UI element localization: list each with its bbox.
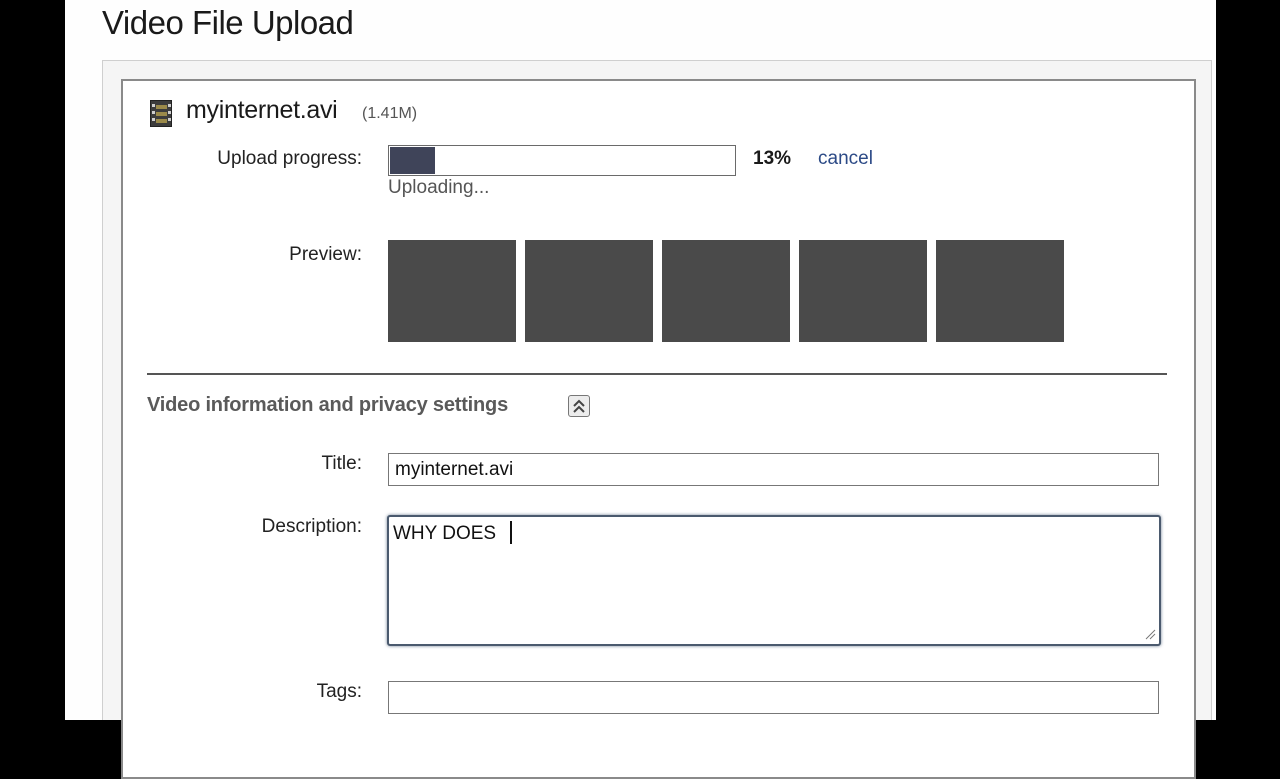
text-cursor [510, 521, 512, 544]
preview-thumbnail [525, 240, 653, 342]
file-size: (1.41M) [362, 105, 418, 122]
upload-progress-percent: 13% [753, 148, 792, 169]
section-heading: Video information and privacy settings [147, 394, 508, 416]
upload-progress-label: Upload progress: [217, 148, 362, 169]
chevron-up-double-icon[interactable] [568, 395, 590, 417]
preview-thumbnail [799, 240, 927, 342]
preview-thumbnail [936, 240, 1064, 342]
tags-input[interactable] [388, 681, 1159, 714]
upload-progress-bar [388, 145, 736, 176]
page-title: Video File Upload [102, 4, 354, 41]
upload-progress-fill [390, 147, 435, 174]
section-divider [147, 373, 1167, 375]
title-label: Title: [321, 453, 362, 474]
preview-thumbnail [662, 240, 790, 342]
resize-grip-icon[interactable] [1144, 628, 1156, 640]
preview-thumbnail [388, 240, 516, 342]
cancel-upload-link[interactable]: cancel [818, 148, 873, 169]
upload-status: Uploading... [388, 177, 490, 198]
preview-label: Preview: [289, 244, 362, 265]
film-icon [150, 100, 172, 127]
file-name: myinternet.avi [186, 96, 338, 124]
description-input[interactable] [387, 515, 1161, 646]
description-label: Description: [261, 516, 362, 537]
title-input[interactable] [388, 453, 1159, 486]
tags-label: Tags: [316, 681, 362, 702]
